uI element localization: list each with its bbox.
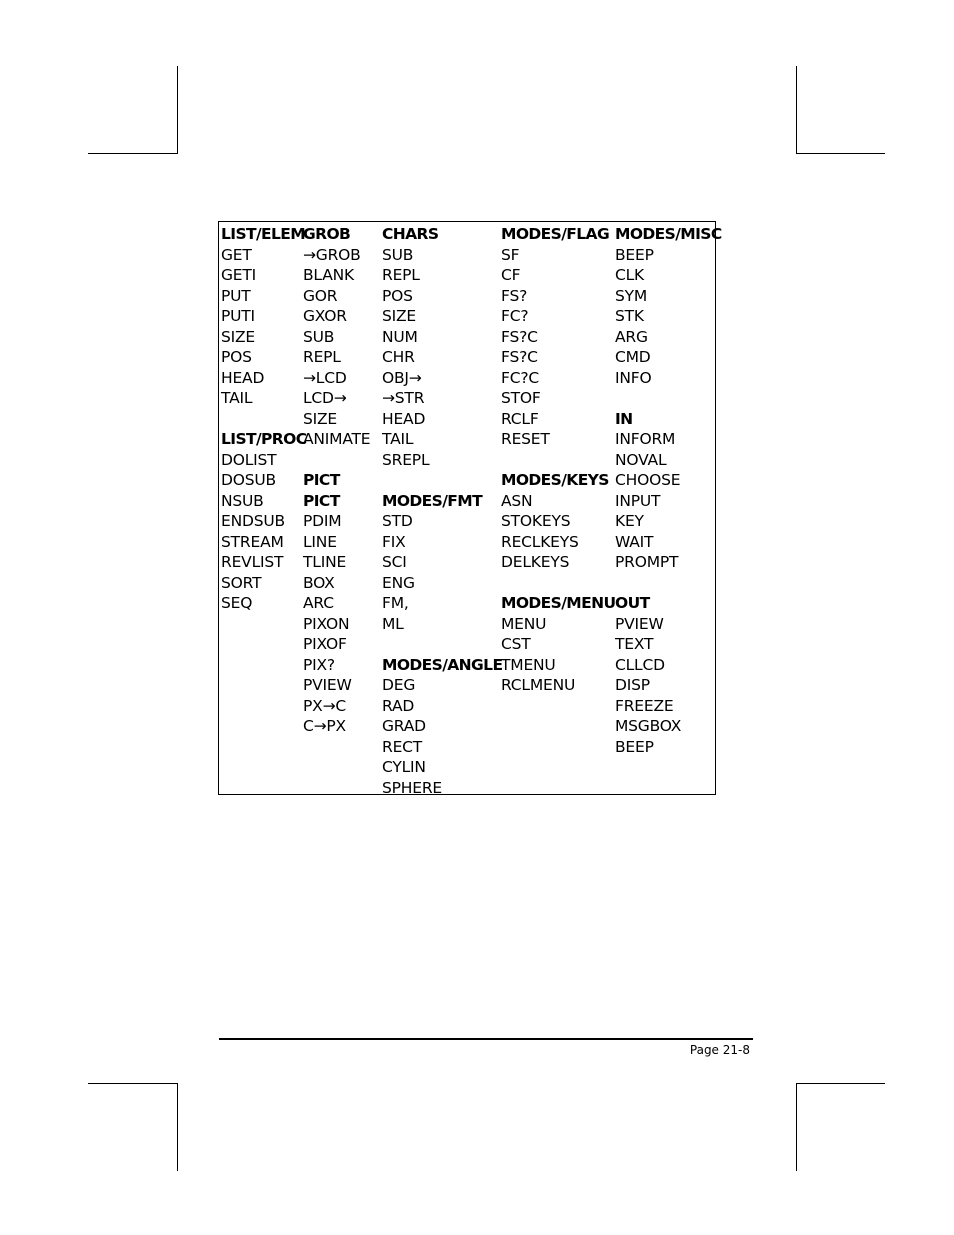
- command-entry: PIXON: [303, 614, 350, 633]
- command-entry: INFORM: [615, 430, 676, 448]
- section-header: MODES/FMT: [382, 491, 483, 510]
- command-entry: SIZE: [221, 327, 256, 346]
- command-entry: PVIEW: [303, 676, 352, 694]
- command-entry: RESET: [501, 430, 550, 448]
- table-column: [382, 224, 502, 798]
- command-entry: HEAD: [221, 368, 265, 387]
- command-entry: →STR: [382, 389, 425, 407]
- section-header: MODES/FLAG: [501, 225, 610, 243]
- command-entry: CLK: [615, 266, 645, 284]
- crop-mark-top-left-vertical: [177, 66, 178, 154]
- blank-row: [382, 470, 502, 491]
- section-header: OUT: [615, 594, 650, 612]
- blank-row: [303, 450, 370, 471]
- command-entry: CHR: [382, 348, 415, 366]
- crop-mark-top-right-horizontal: [796, 153, 885, 154]
- command-entry: PIX?: [303, 655, 335, 674]
- command-entry: PUT: [221, 286, 251, 305]
- command-entry: ENDSUB: [221, 512, 285, 530]
- command-entry: STK: [615, 307, 644, 325]
- crop-mark-bottom-right-horizontal: [796, 1083, 885, 1084]
- crop-mark-bottom-left-vertical: [177, 1083, 178, 1171]
- command-entry: TAIL: [221, 389, 253, 407]
- command-entry: PIXOF: [303, 635, 347, 653]
- command-entry: SIZE: [382, 307, 417, 325]
- command-entry: SUB: [303, 327, 335, 346]
- footer-rule: [219, 1038, 753, 1040]
- command-entry: REPL: [303, 348, 341, 366]
- command-entry: TAIL: [382, 430, 414, 448]
- command-entry: BLANK: [303, 266, 354, 284]
- command-entry: CST: [501, 635, 531, 653]
- command-entry: STD: [382, 512, 413, 530]
- command-entry: PUTI: [221, 307, 255, 325]
- command-entry: MSGBOX: [615, 717, 682, 735]
- command-entry: CMD: [615, 348, 651, 366]
- command-entry: BEEP: [615, 737, 654, 756]
- section-header: LIST/PROC: [221, 430, 307, 448]
- command-entry: DISP: [615, 676, 650, 694]
- command-entry: NSUB: [221, 491, 264, 510]
- command-entry: CHOOSE: [615, 471, 681, 489]
- command-entry: PROMPT: [615, 553, 679, 571]
- section-header: MODES/KEYS: [501, 471, 609, 489]
- command-entry: CF: [501, 266, 521, 284]
- command-entry: DOSUB: [221, 471, 276, 489]
- command-entry: ASN: [501, 491, 533, 510]
- section-header: MODES/MISC: [615, 225, 722, 243]
- command-table: [218, 221, 722, 797]
- command-entry: HEAD: [382, 409, 426, 428]
- table-column: [221, 224, 307, 614]
- command-entry: REVLIST: [221, 553, 284, 571]
- command-entry: ARG: [615, 327, 648, 346]
- command-entry: GOR: [303, 286, 338, 305]
- command-entry: STOKEYS: [501, 512, 571, 530]
- command-entry: LCD→: [303, 389, 347, 407]
- command-entry: →LCD: [303, 368, 347, 387]
- command-entry: NOVAL: [615, 450, 667, 469]
- command-entry: LINE: [303, 532, 337, 551]
- command-entry: GETI: [221, 266, 257, 284]
- command-entry: RAD: [382, 696, 415, 715]
- command-entry: ML: [382, 614, 404, 633]
- command-entry: FREEZE: [615, 696, 674, 715]
- blank-row: [501, 573, 615, 594]
- command-entry: GXOR: [303, 307, 347, 325]
- section-header: GROB: [303, 225, 351, 243]
- command-entry: DOLIST: [221, 450, 277, 469]
- command-entry: PDIM: [303, 512, 342, 530]
- command-entry: STREAM: [221, 532, 284, 551]
- table-column: [501, 224, 615, 696]
- command-entry: SF: [501, 245, 520, 264]
- command-entry: FIX: [382, 532, 406, 551]
- command-entry: SYM: [615, 286, 648, 305]
- command-entry: SCI: [382, 553, 407, 571]
- command-entry: SORT: [221, 573, 262, 592]
- section-header: LIST/ELEM: [221, 225, 306, 243]
- command-entry: INPUT: [615, 491, 661, 510]
- command-entry: BOX: [303, 573, 335, 592]
- command-entry: C→PX: [303, 717, 346, 735]
- command-entry: ARC: [303, 594, 334, 612]
- command-entry: PVIEW: [615, 614, 664, 633]
- blank-row: [615, 573, 722, 594]
- command-entry: CYLIN: [382, 758, 426, 776]
- command-entry: RCLMENU: [501, 676, 576, 694]
- command-entry: SPHERE: [382, 778, 442, 797]
- command-entry: BEEP: [615, 245, 654, 264]
- section-header: CHARS: [382, 225, 439, 243]
- command-entry: NUM: [382, 327, 418, 346]
- command-entry: RECT: [382, 737, 423, 756]
- command-entry: SEQ: [221, 594, 253, 612]
- command-entry: FS?C: [501, 348, 538, 366]
- command-entry: STOF: [501, 389, 541, 407]
- table-column: [303, 224, 370, 737]
- section-header: PICT: [303, 491, 340, 510]
- command-entry: KEY: [615, 512, 644, 530]
- command-entry: →GROB: [303, 245, 361, 264]
- crop-mark-bottom-left-horizontal: [88, 1083, 178, 1084]
- section-header: MODES/MENU: [501, 594, 616, 612]
- table-column: [615, 224, 722, 757]
- command-entry: SUB: [382, 245, 414, 264]
- command-entry: FS?C: [501, 327, 538, 346]
- crop-mark-top-left-horizontal: [88, 153, 178, 154]
- command-entry: RECLKEYS: [501, 532, 579, 551]
- command-entry: TEXT: [615, 635, 654, 653]
- blank-row: [382, 634, 502, 655]
- command-entry: WAIT: [615, 532, 654, 551]
- command-entry: REPL: [382, 266, 420, 284]
- command-entry: DEG: [382, 676, 416, 694]
- command-entry: MENU: [501, 614, 547, 633]
- command-entry: TMENU: [501, 655, 556, 674]
- section-header: MODES/ANGLE: [382, 655, 503, 674]
- command-entry: ANIMATE: [303, 430, 371, 448]
- command-entry: FM,: [382, 594, 409, 612]
- command-entry: INFO: [615, 368, 652, 387]
- command-entry: GRAD: [382, 717, 426, 735]
- command-entry: ENG: [382, 573, 415, 592]
- command-entry: RCLF: [501, 409, 539, 428]
- page-number: Page 21-8: [689, 1043, 750, 1057]
- command-entry: OBJ→: [382, 368, 422, 387]
- command-entry: FC?: [501, 307, 529, 325]
- command-entry: CLLCD: [615, 655, 665, 674]
- section-header: PICT: [303, 471, 340, 489]
- command-entry: POS: [382, 286, 413, 305]
- command-entry: SREPL: [382, 450, 430, 469]
- command-entry: TLINE: [303, 553, 347, 571]
- crop-mark-top-right-vertical: [796, 66, 797, 154]
- blank-row: [221, 409, 307, 430]
- command-entry: FC?C: [501, 368, 539, 387]
- command-entry: DELKEYS: [501, 553, 570, 571]
- command-entry: FS?: [501, 286, 528, 305]
- command-entry: GET: [221, 245, 252, 264]
- command-entry: SIZE: [303, 409, 338, 428]
- blank-row: [501, 450, 615, 471]
- section-header: IN: [615, 409, 633, 428]
- command-entry: POS: [221, 348, 252, 366]
- blank-row: [615, 388, 722, 409]
- command-entry: PX→C: [303, 696, 346, 715]
- crop-mark-bottom-right-vertical: [796, 1083, 797, 1171]
